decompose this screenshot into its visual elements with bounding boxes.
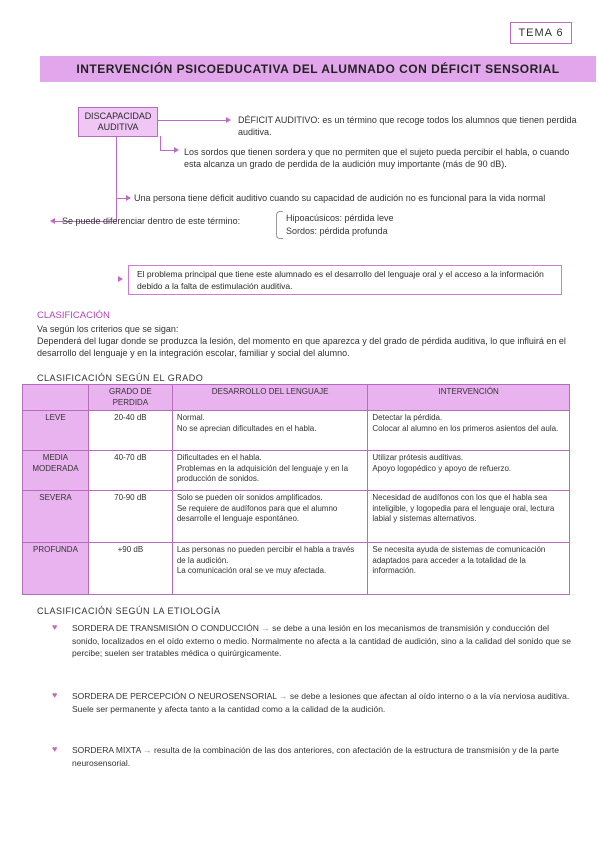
- main-concept-label: DISCAPACIDAD AUDITIVA: [84, 111, 152, 132]
- connector-line: [160, 136, 161, 150]
- branch-text-2: Una persona tiene déficit auditivo cuando su capacidad de audición no es funcional para la vida normal: [134, 193, 546, 203]
- section-heading: CLASIFICACIÓN: [37, 310, 110, 321]
- arrow-icon: [118, 276, 123, 282]
- table-cell: Normal. No se aprecian dificultades en el habla.: [172, 411, 368, 451]
- arrow-right-icon: →: [140, 745, 155, 755]
- table-cell: LEVE: [23, 411, 89, 451]
- list-item-description: se debe a una lesión en los mecanismos de transmisión y conducción del sonido, localizados en el oído externo o medio. Normalmente no afecta a la cantidad de audición, sino a la calidad del sonido que se percibe; suelen ser tratables médica o quirúrgicamente.: [72, 623, 571, 658]
- list-item: [52, 622, 572, 660]
- table-cell: MEDIA MODERADA: [23, 451, 89, 491]
- table-cell: Necesidad de audífonos con los que el habla sea inteligible, y logopedia para el lenguaje oral, lectura labial y sistemas alternativos.: [368, 491, 570, 543]
- table-cell: Utilizar prótesis auditivas. Apoyo logopédico y apoyo de refuerzo.: [368, 451, 570, 491]
- page-title: INTERVENCIÓN PSICOEDUCATIVA DEL ALUMNADO CON DÉFICIT SENSORIAL: [76, 62, 560, 76]
- list-item: [52, 744, 572, 769]
- table-cell: 40-70 dB: [88, 451, 172, 491]
- heart-bullet-icon: ♥: [52, 690, 58, 700]
- arrow-icon: [174, 147, 179, 153]
- connector-line: [116, 136, 117, 221]
- list-item-label: SORDERA DE PERCEPCIÓN O NEUROSENSORIAL: [72, 691, 277, 701]
- table-header-row: [23, 385, 570, 411]
- grade-table: [22, 384, 570, 595]
- list-item-text: [72, 622, 572, 660]
- list-item-description: se debe a lesiones que afectan al oído interno o a la vía nerviosa auditiva. Suele ser permanente y afecta tanto a la cantidad como a la calidad de la audición.: [72, 691, 570, 714]
- arrow-icon: [50, 218, 55, 224]
- brace: [276, 211, 283, 239]
- definition-text: DÉFICIT AUDITIVO: es un término que recoge todos los alumnos que tienen perdida auditiva.: [238, 115, 577, 137]
- header-cell: DESARROLLO DEL LENGUAJE: [172, 385, 368, 411]
- arrow-icon: [126, 195, 131, 201]
- table-row: [23, 411, 570, 451]
- table-cell: PROFUNDA: [23, 543, 89, 595]
- branch-text-3: Se puede diferenciar dentro de este término:: [62, 216, 241, 226]
- arrow-right-icon: →: [276, 691, 290, 701]
- table-cell: +90 dB: [88, 543, 172, 595]
- tema-label: TEMA 6: [510, 22, 572, 44]
- heart-bullet-icon: ♥: [52, 744, 58, 754]
- table-cell: SEVERA: [23, 491, 89, 543]
- list-item: Sordos: pérdida profunda: [286, 226, 388, 236]
- list-item-text: [72, 744, 572, 769]
- header-cell: [23, 385, 89, 411]
- callout-box: El problema principal que tiene este alumnado es el desarrollo del lenguaje oral y el acceso a la información debido a la falta de estimulación auditiva.: [128, 265, 562, 295]
- table-cell: Detectar la pérdida. Colocar al alumno en los primeros asientos del aula.: [368, 411, 570, 451]
- classification-line: Va según los criterios que se sigan:: [37, 324, 179, 334]
- header-cell: INTERVENCIÓN: [368, 385, 570, 411]
- list-item-label: SORDERA MIXTA: [72, 745, 141, 755]
- arrow-right-icon: →: [258, 623, 273, 633]
- heart-bullet-icon: ♥: [52, 622, 58, 632]
- table-title: CLASIFICACIÓN SEGÚN EL GRADO: [37, 373, 204, 383]
- table-cell: 70-90 dB: [88, 491, 172, 543]
- table-row: [23, 451, 570, 491]
- table-cell: Solo se pueden oír sonidos amplificados. Se requiere de audífonos para que el alumno desarrolle el lenguaje espontáneo.: [172, 491, 368, 543]
- list-item: [52, 690, 572, 715]
- main-concept-box: [78, 107, 158, 137]
- table-cell: Las personas no pueden percibir el habla a través de la audición. La comunicación oral se ve muy afectada.: [172, 543, 368, 595]
- list-item-label: SORDERA DE TRANSMISIÓN O CONDUCCIÓN: [72, 623, 259, 633]
- table-cell: Se necesita ayuda de sistemas de comunicación adaptados para acceder a la totalidad de la información.: [368, 543, 570, 595]
- header-cell: GRADO DE PERDIDA: [88, 385, 172, 411]
- etiology-title: CLASIFICACIÓN SEGÚN LA ETIOLOGÍA: [37, 606, 221, 616]
- list-item-description: resulta de la combinación de las dos anteriores, con afectación de la estructura de transmisión y de la parte neurosensorial.: [72, 745, 559, 768]
- list-item: Hipoacúsicos: pérdida leve: [286, 213, 394, 223]
- arrow-icon: [226, 117, 231, 123]
- table-cell: Dificultades en el habla. Problemas en la adquisición del lenguaje y en la producción de sonidos.: [172, 451, 368, 491]
- connector-line: [158, 120, 226, 121]
- table-row: [23, 491, 570, 543]
- table-row: [23, 543, 570, 595]
- classification-paragraph: Dependerá del lugar donde se produzca la lesión, del momento en que aparezca y del grado de pérdida auditiva, lo que influirá en el desarrollo del lenguaje y en la integración escolar, familiar y social del alumno.: [37, 336, 566, 358]
- table-cell: 20-40 dB: [88, 411, 172, 451]
- list-item-text: [72, 690, 572, 715]
- branch-text-1: Los sordos que tienen sordera y que no permiten que el sujeto pueda percibir el habla, o cuando esta alcanza un grado de perdida de la audición muy importante (más de 90 dB).: [184, 147, 570, 169]
